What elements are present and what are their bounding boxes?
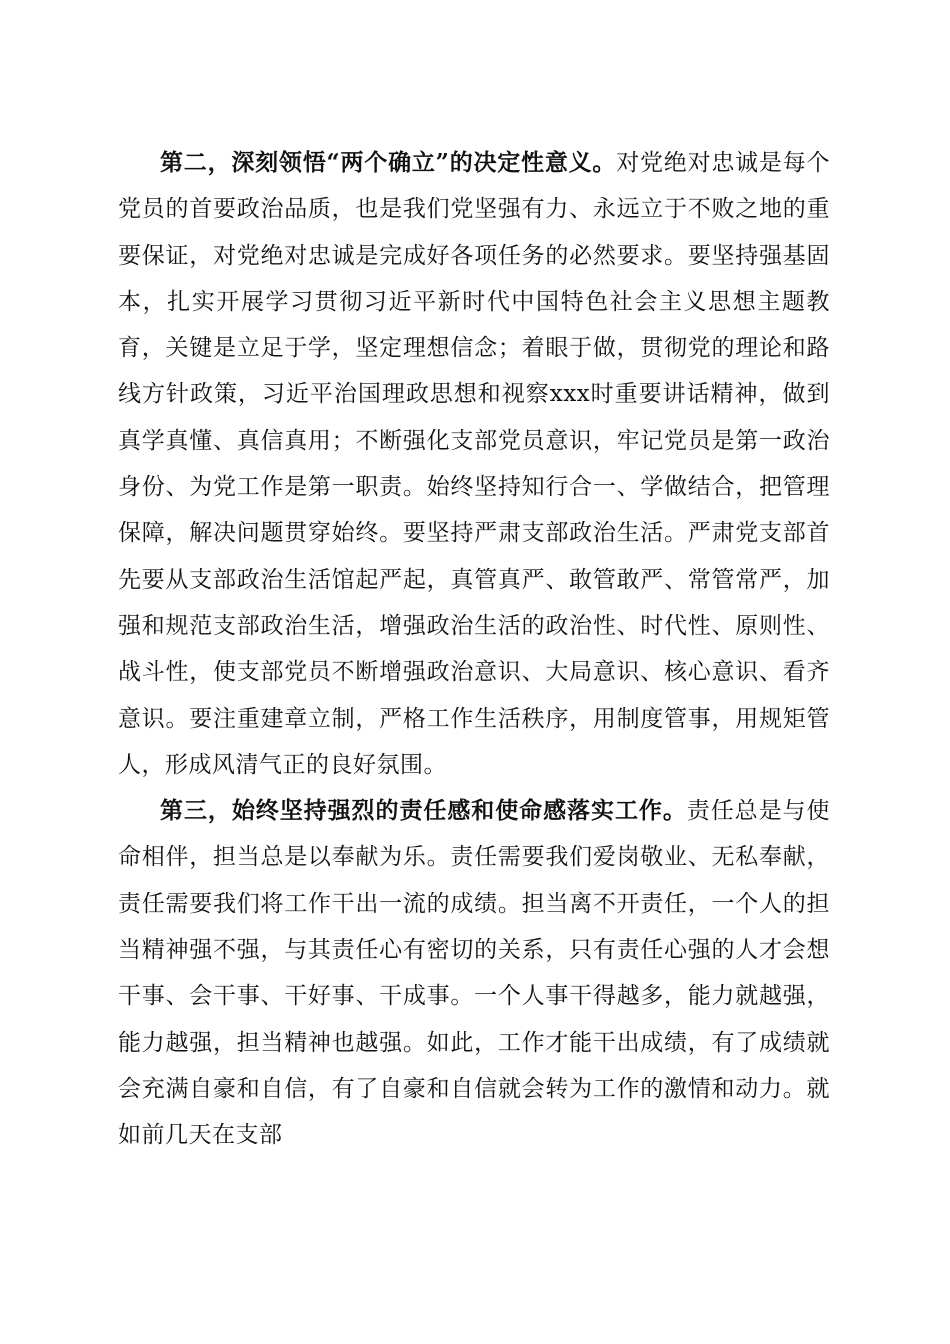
paragraph-second-point (118, 140, 830, 788)
document-body (118, 140, 830, 1159)
paragraph-lead-heading: 第二，深刻领悟“两个确立”的决定性意义。 (160, 149, 617, 176)
paragraph-lead-heading: 第三，始终坚持强烈的责任感和使命感落实工作。 (160, 797, 687, 825)
paragraph-body-text: 责任总是与使命相伴，担当总是以奉献为乐。责任需要我们爱岗敬业、无私奉献，责任需要我们将工作干出一流的成绩。担当离不开责任，一个人的担当精神强不强，与其责任心有密切的关系，只有责任心强的人才会想干事、会干事、干好事、干成事。一个人事干得越多，能力就越强，能力越强，担当精神也越强。如此，工作才能干出成绩，有了成绩就会充满自豪和自信，有了自豪和自信就会转为工作的激情和动力。就如前几天在支部 (118, 798, 831, 1149)
paragraph-third-point (118, 788, 830, 1158)
paragraph-body-text: 对党绝对忠诚是每个党员的首要政治品质，也是我们党坚强有力、永远立于不败之地的重要保证，对党绝对忠诚是完成好各项任务的必然要求。要坚持强基固本，扎实开展学习贯彻习近平新时代中国特色社会主义思想主题教育，关键是立足于学，坚定理想信念；着眼于做，贯彻党的理论和路线方针政策，习近平治国理政思想和视察xxx时重要讲话精神，做到真学真懂、真信真用；不断强化支部党员意识，牢记党员是第一政治身份、为党工作是第一职责。始终坚持知行合一、学做结合，把管理保障，解决问题贯穿始终。要坚持严肃支部政治生活。严肃党支部首先要从支部政治生活馆起严起，真管真严、敢管敢严、常管常严，加强和规范支部政治生活，增强政治生活的政治性、时代性、原则性、战斗性，使支部党员不断增强政治意识、大局意识、核心意识、看齐意识。要注重建章立制，严格工作生活秩序，用制度管事，用规矩管人，形成风清气正的良好氛围。 (118, 150, 830, 778)
